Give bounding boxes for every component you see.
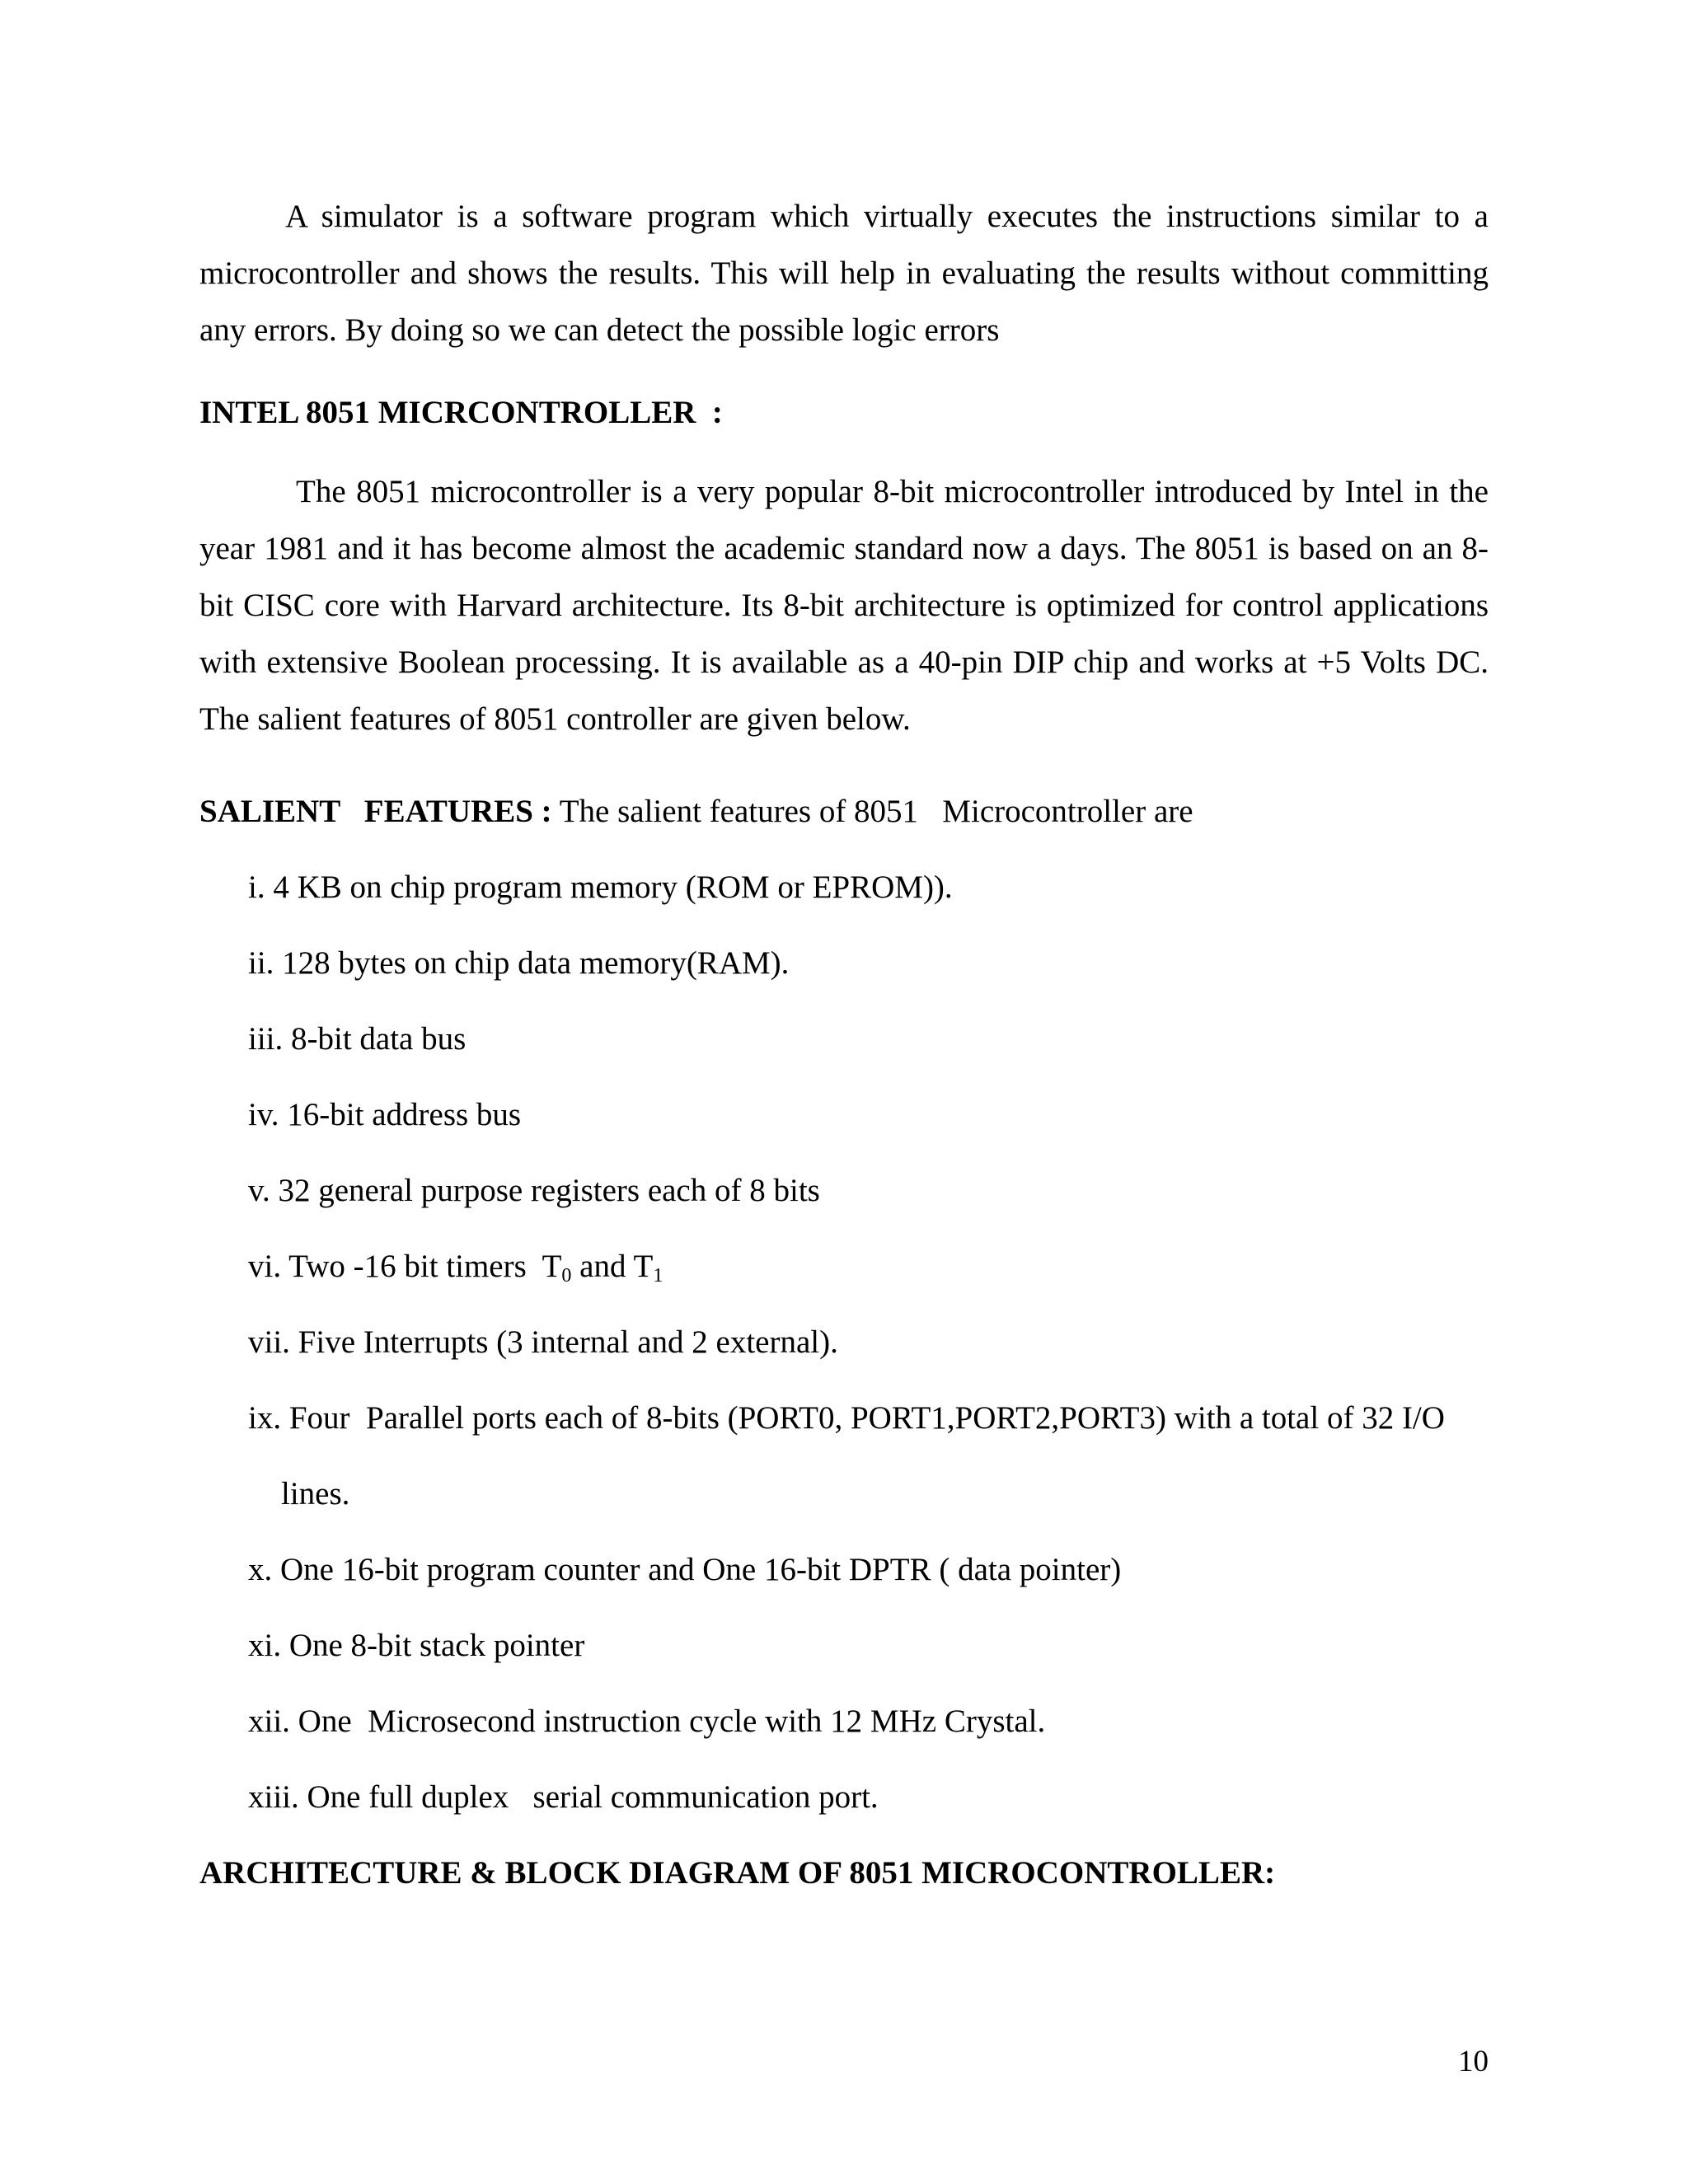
feature-item-ix: ix. Four Parallel ports each of 8-bits (PORT0, PORT1,PORT2,PORT3) with a total of 32 I/O <box>248 1400 1445 1436</box>
salient-features-label: SALIENT FEATURES : <box>199 794 552 829</box>
feature-item-i: i. 4 KB on chip program memory (ROM or EPROM)). <box>248 869 953 905</box>
feature-item-ii: ii. 128 bytes on chip data memory(RAM). <box>248 945 790 981</box>
feature-item-vi <box>248 1248 663 1285</box>
feature-item-iii: iii. 8-bit data bus <box>248 1021 467 1057</box>
feature-item-xi: xi. One 8-bit stack pointer <box>248 1628 585 1663</box>
salient-features-text: The salient features of 8051 Microcontroller are <box>551 794 1193 829</box>
feature-item-vii: vii. Five Interrupts (3 internal and 2 external). <box>248 1324 838 1360</box>
feature-item-xii: xii. One Microsecond instruction cycle with 12 MHz Crystal. <box>248 1704 1046 1739</box>
salient-features-line <box>199 793 1193 830</box>
feature-item-x: x. One 16-bit program counter and One 16-bit DPTR ( data pointer) <box>248 1552 1122 1587</box>
feature-vi-prefix: vi. Two -16 bit timers T <box>248 1249 562 1284</box>
feature-vi-subscript-1: 1 <box>653 1265 663 1286</box>
architecture-heading: ARCHITECTURE & BLOCK DIAGRAM OF 8051 MICROCONTROLLER: <box>199 1855 1276 1891</box>
intel-8051-text: The 8051 microcontroller is a very popular 8-bit microcontroller introduced by Intel in the year 1981 and it has become almost the academic standard now a days. The 8051 is based on an 8-bit CISC core with Harvard architecture. Its 8-bit architecture is optimized for control applications with extensive Boolean processing. It is available as a 40-pin DIP chip and works at +5 Volts DC. The salient features of 8051 controller are given below. <box>199 474 1489 737</box>
feature-vi-subscript-0: 0 <box>561 1265 572 1286</box>
feature-vi-mid: and T <box>571 1249 654 1284</box>
intel-8051-paragraph <box>199 463 1489 748</box>
feature-item-iv: iv. 16-bit address bus <box>248 1097 522 1132</box>
feature-item-xiii: xiii. One full duplex serial communication port. <box>248 1779 879 1815</box>
feature-item-v: v. 32 general purpose registers each of 8 bits <box>248 1173 820 1208</box>
feature-item-ix-continuation: lines. <box>281 1476 350 1511</box>
intel-8051-heading: INTEL 8051 MICRCONTROLLER : <box>199 395 723 430</box>
intro-paragraph <box>199 188 1489 359</box>
intro-text: A simulator is a software program which virtually executes the instructions similar to a microcontroller and shows the results. This will help in evaluating the results without committing any errors. By doing so we can detect the possible logic errors <box>199 199 1489 348</box>
page-number: 10 <box>1458 2045 1489 2079</box>
